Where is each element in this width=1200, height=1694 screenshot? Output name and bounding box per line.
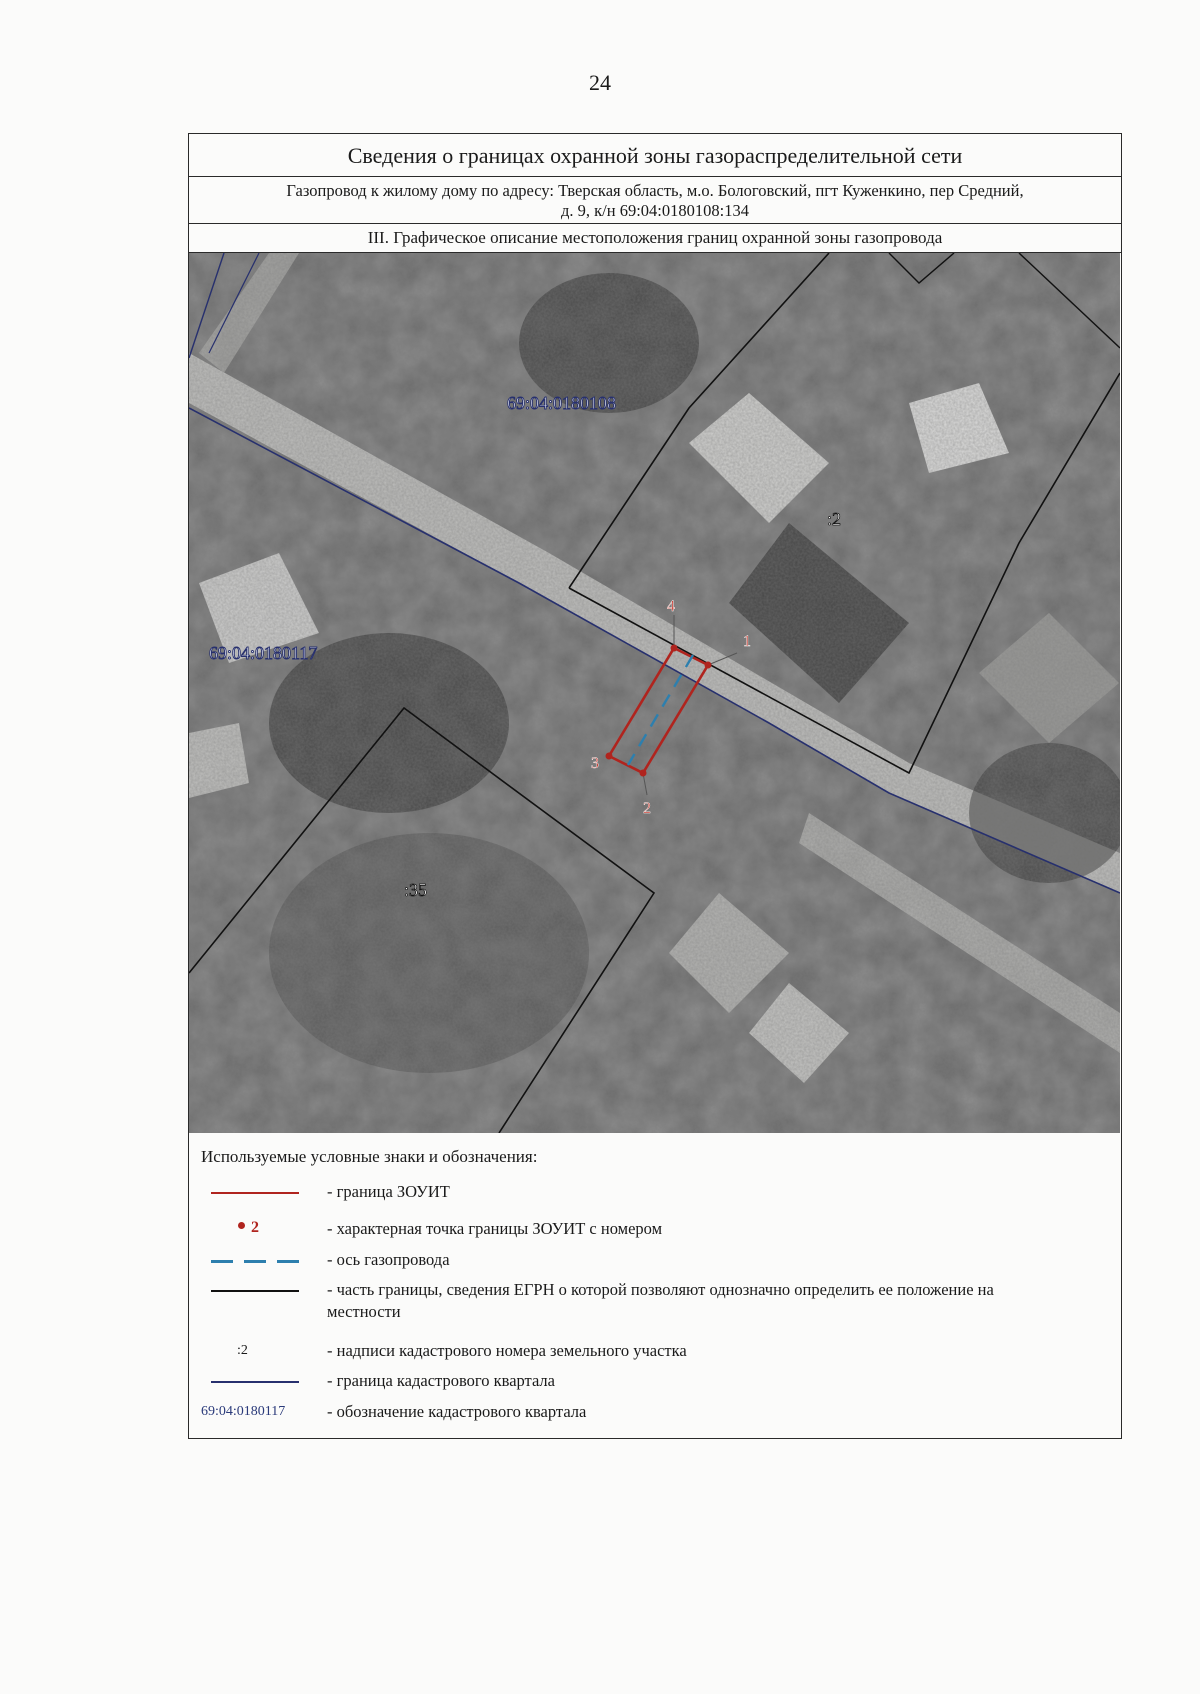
legend-symbol-blue-dashed bbox=[201, 1249, 311, 1273]
legend-cad-sample: :2 bbox=[237, 1343, 248, 1358]
aerial-map bbox=[189, 253, 1120, 1133]
point-label-3: 3 bbox=[591, 755, 599, 772]
legend-quarter-sample: 69:04:0180117 bbox=[201, 1404, 286, 1419]
legend-text: - ось газопровода bbox=[327, 1250, 450, 1269]
parcel-label-35: :35 bbox=[404, 880, 428, 900]
document-frame bbox=[188, 133, 1122, 1439]
legend-text: - характерная точка границы ЗОУИТ с номером bbox=[327, 1219, 663, 1238]
legend-symbol-cad-label bbox=[201, 1340, 311, 1364]
document-title: Сведения о границах охранной зоны газораспределительной сети bbox=[189, 134, 1121, 177]
legend-symbol-quarter-label bbox=[201, 1401, 311, 1425]
legend-text: - надписи кадастрового номера земельного участка bbox=[327, 1341, 687, 1360]
zouit-point-4 bbox=[671, 645, 678, 652]
point-label-1: 1 bbox=[743, 633, 751, 650]
object-description bbox=[189, 177, 1121, 224]
map-svg bbox=[189, 253, 1120, 1133]
legend-text: - граница ЗОУИТ bbox=[327, 1182, 450, 1201]
quarter-label-69-04-0180117: 69:04:0180117 bbox=[209, 643, 318, 663]
parcel-label-2: :2 bbox=[827, 509, 842, 529]
legend-symbol-black-line bbox=[201, 1279, 311, 1303]
legend-point-number: 2 bbox=[251, 1219, 259, 1236]
point-label-4: 4 bbox=[667, 598, 675, 615]
zouit-point-3 bbox=[606, 753, 613, 760]
zouit-point-2 bbox=[640, 770, 647, 777]
object-line-1: Газопровод к жилому дому по адресу: Тверская область, м.о. Бологовский, пгт Куженкино, пер Средний, bbox=[286, 181, 1024, 200]
legend-title: Используемые условные знаки и обозначения: bbox=[201, 1147, 538, 1166]
legend-symbol-navy-line bbox=[201, 1370, 311, 1394]
legend-text: - часть границы, сведения ЕГРН о которой позволяют однозначно определить ее положение на местности bbox=[327, 1280, 994, 1321]
legend-symbol-red-point bbox=[201, 1218, 311, 1242]
object-line-2: д. 9, к/н 69:04:0180108:134 bbox=[561, 201, 749, 220]
quarter-label-69-04-0180108: 69:04:0180108 bbox=[507, 393, 617, 413]
legend bbox=[189, 1133, 1121, 1438]
page-number: 24 bbox=[589, 70, 611, 95]
legend-text: - обозначение кадастрового квартала bbox=[327, 1402, 587, 1421]
zouit-point-1 bbox=[705, 662, 712, 669]
section-title: III. Графическое описание местоположения границ охранной зоны газопровода bbox=[189, 224, 1121, 253]
legend-symbol-red-line bbox=[201, 1181, 311, 1205]
point-label-2: 2 bbox=[643, 800, 651, 817]
legend-text: - граница кадастрового квартала bbox=[327, 1371, 555, 1390]
